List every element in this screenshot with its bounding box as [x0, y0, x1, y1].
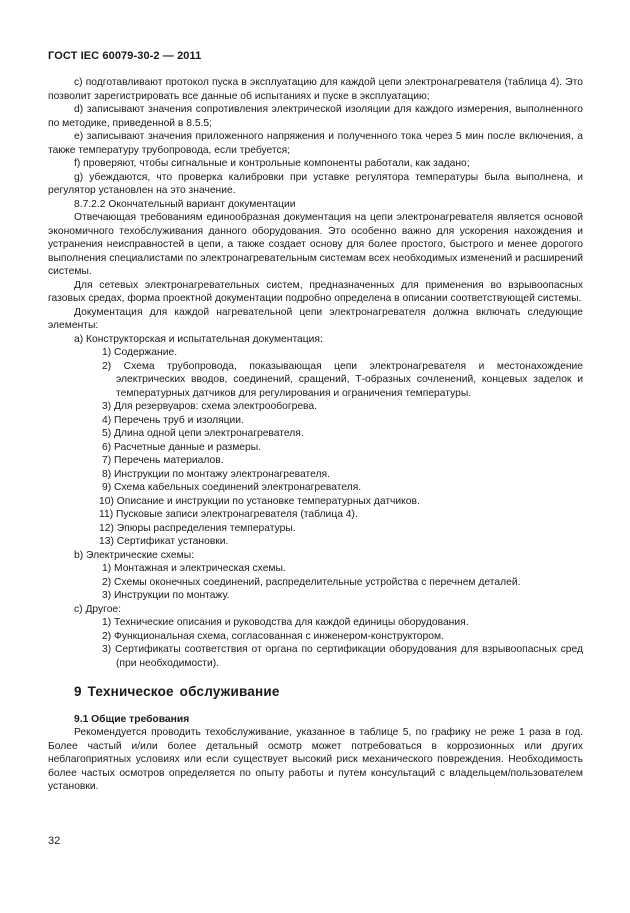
paragraph: Рекомендуется проводить техобслуживание, указанное в таблице 5, по графику не реже 1 раза в год. Более частый и/или более детальный осмотр может потребоваться в коррозионных или других неблагоприятных условиях или если существует высокий риск механического повреждения. Необходимость более частых осмотров определяется по опыту работы и путем консультаций с владельцем/пользователем установки. [48, 727, 583, 792]
list-item: 2) Схема трубопровода, показывающая цепи электронагревателя и местонахождение электрических вводов, соединений, сращений, Т-образных сочленений, концевых заделок и температурных датчиков для регулирования и ограничения температуры. [102, 360, 583, 399]
list-item: 3) Инструкции по монтажу. [102, 590, 230, 601]
list-item: 1) Монтажная и электрическая схемы. [102, 563, 286, 574]
list-item: 2) Функциональная схема, согласованная с инженером-конструктором. [102, 630, 444, 642]
subsection-heading: 8.7.2.2 Окончательный вариант документации [74, 198, 296, 210]
list-item: 10) Описание и инструкции по установке температурных датчиков. [99, 495, 420, 507]
list-item: 6) Расчетные данные и размеры. [102, 441, 262, 453]
list-item: 4) Перечень труб и изоляции. [102, 414, 244, 426]
list-item: 2) Схемы оконечных соединений, распределительные устройства с перечнем деталей. [102, 576, 521, 588]
paragraph: d) записывают значения сопротивления электрической изоляции для каждого измерения, выполненного по методике, приведенной в 8.5.5; [48, 104, 583, 129]
list-item: a) Конструкторская и испытательная документация: [74, 333, 323, 345]
list-item: 7) Перечень материалов. [102, 455, 224, 466]
list-item: c) Другое: [74, 603, 122, 615]
paragraph: Отвечающая требованиям единообразная документация на цепи электронагревателя является основой экономичного техобслуживания данного оборудования. Это особенно важно для ускорения нахождения и устранения неисправностей в цепи, а также создает основу для более простого, быстрого и менее дорогого выполнения специалистами по электронагревательным системам всех необходимых изменений и расширений системы. [48, 212, 583, 277]
list-item: 5) Длина одной цепи электронагревателя. [102, 428, 304, 439]
paragraph: Документация для каждой нагревательной цепи электронагревателя должна включать следующие элементы: [48, 306, 583, 331]
page-number: 32 [48, 835, 61, 847]
paragraph: g) убеждаются, что проверка калибровки при уставке регулятора температуры была выполнена, и регулятор установлен на это значение. [48, 171, 583, 196]
list-item: 3) Для резервуаров: схема электрообогрева. [102, 401, 317, 412]
list-item: b) Электрические схемы: [74, 549, 194, 561]
list-item: 13) Сертификат установки. [99, 536, 229, 547]
list-item: 11) Пусковые записи электронагревателя (таблица 4). [99, 509, 358, 520]
paragraph: Для сетевых электронагревательных систем, предназначенных для применения во взрывоопасных газовых средах, форма проектной документации подробно определена в описании соответствующей системы. [48, 279, 583, 304]
list-item: 9) Схема кабельных соединений электронагревателя. [102, 482, 362, 493]
paragraph: e) записывают значения приложенного напряжения и полученного тока через 5 мин после включения, а также температуру трубопровода, если требуется; [48, 131, 583, 156]
list-item: 1) Содержание. [102, 347, 178, 358]
paragraph: f) проверяют, чтобы сигнальные и контрольные компоненты работали, как задано; [74, 158, 470, 169]
paragraph: c) подготавливают протокол пуска в эксплуатацию для каждой цепи электронагревателя (таблица 4). Это позволит зарегистрировать все данные об испытаниях и пуске в эксплуатацию; [48, 77, 583, 102]
section-heading: 9 Техническое обслуживание [74, 684, 280, 699]
subsection-heading: 9.1 Общие требования [74, 713, 190, 725]
document-header: ГОСТ IEC 60079-30-2 — 2011 [48, 50, 202, 62]
list-item: 12) Эпюры распределения температуры. [99, 522, 296, 534]
document-body [48, 76, 583, 794]
list-item: 1) Технические описания и руководства для каждой единицы оборудования. [102, 617, 469, 628]
list-item: 8) Инструкции по монтажу электронагревателя. [102, 468, 330, 480]
list-item: 3) Сертификаты соответствия от органа по сертификации оборудования для взрывоопасных сред (при необходимости). [102, 644, 583, 669]
